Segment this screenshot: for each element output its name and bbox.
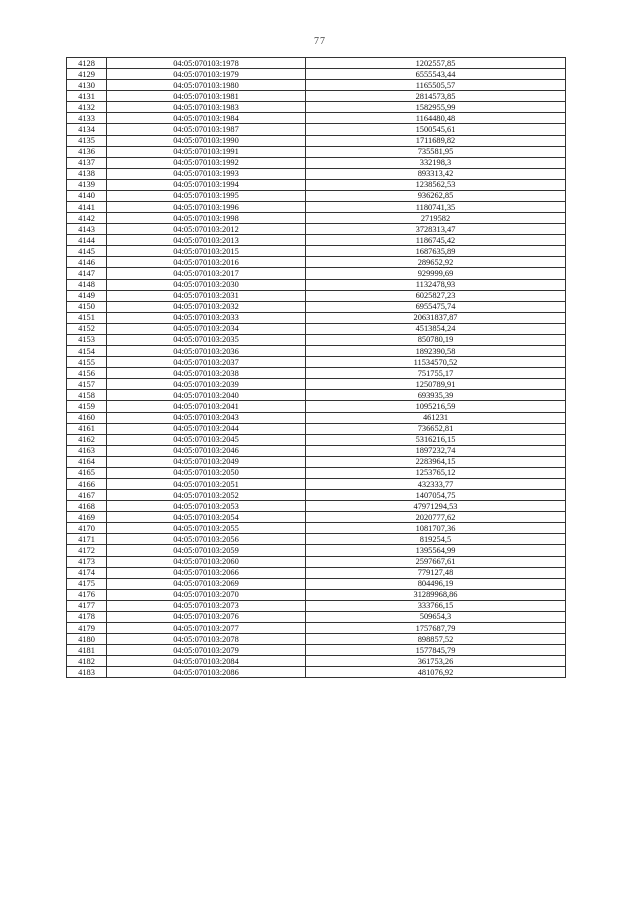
cadastral-number-cell: 04:05:070103:1983 (107, 102, 306, 113)
cadastral-value-cell: 1757687,79 (306, 622, 566, 633)
row-number-cell: 4153 (67, 334, 107, 345)
row-number-cell: 4177 (67, 600, 107, 611)
cadastral-value-cell: 11534570,52 (306, 357, 566, 368)
table-row (67, 368, 566, 379)
cadastral-value-cell: 804496,19 (306, 578, 566, 589)
cadastral-value-cell: 31289968,86 (306, 589, 566, 600)
row-number-cell: 4148 (67, 279, 107, 290)
cadastral-number-cell: 04:05:070103:2013 (107, 235, 306, 246)
table-row (67, 58, 566, 69)
cadastral-value-cell: 6555543,44 (306, 69, 566, 80)
row-number-cell: 4158 (67, 390, 107, 401)
table-row (67, 445, 566, 456)
table-row (67, 578, 566, 589)
table-row (67, 190, 566, 201)
row-number-cell: 4163 (67, 445, 107, 456)
row-number-cell: 4161 (67, 423, 107, 434)
cadastral-number-cell: 04:05:070103:1991 (107, 146, 306, 157)
row-number-cell: 4176 (67, 589, 107, 600)
cadastral-value-cell: 779127,48 (306, 567, 566, 578)
cadastral-value-cell: 1202557,85 (306, 58, 566, 69)
table-row (67, 213, 566, 224)
cadastral-value-cell: 1577845,79 (306, 645, 566, 656)
cadastral-value-table (66, 57, 566, 678)
cadastral-number-cell: 04:05:070103:1979 (107, 69, 306, 80)
cadastral-number-cell: 04:05:070103:2015 (107, 246, 306, 257)
cadastral-number-cell: 04:05:070103:2059 (107, 545, 306, 556)
table-row (67, 235, 566, 246)
cadastral-value-cell: 1081707,36 (306, 523, 566, 534)
row-number-cell: 4179 (67, 622, 107, 633)
row-number-cell: 4154 (67, 346, 107, 357)
cadastral-number-cell: 04:05:070103:1980 (107, 80, 306, 91)
row-number-cell: 4157 (67, 379, 107, 390)
cadastral-value-cell: 751755,17 (306, 368, 566, 379)
cadastral-value-cell: 1711689,82 (306, 135, 566, 146)
cadastral-number-cell: 04:05:070103:2012 (107, 224, 306, 235)
table-row (67, 478, 566, 489)
row-number-cell: 4175 (67, 578, 107, 589)
row-number-cell: 4159 (67, 401, 107, 412)
cadastral-value-cell: 893313,42 (306, 168, 566, 179)
cadastral-value-cell: 289652,92 (306, 257, 566, 268)
cadastral-number-cell: 04:05:070103:2041 (107, 401, 306, 412)
cadastral-number-cell: 04:05:070103:2038 (107, 368, 306, 379)
row-number-cell: 4170 (67, 523, 107, 534)
table-row (67, 534, 566, 545)
table-row (67, 202, 566, 213)
cadastral-value-cell: 1250789,91 (306, 379, 566, 390)
table-row (67, 301, 566, 312)
cadastral-number-cell: 04:05:070103:2077 (107, 622, 306, 633)
cadastral-number-cell: 04:05:070103:1992 (107, 157, 306, 168)
table-row (67, 246, 566, 257)
cadastral-value-cell: 2283964,15 (306, 456, 566, 467)
cadastral-value-cell: 2597667,61 (306, 556, 566, 567)
table-row (67, 379, 566, 390)
cadastral-value-cell: 2814573,85 (306, 91, 566, 102)
cadastral-value-cell: 898857,52 (306, 634, 566, 645)
cadastral-value-cell: 332198,3 (306, 157, 566, 168)
table-row (67, 512, 566, 523)
cadastral-value-cell: 432333,77 (306, 478, 566, 489)
table-row (67, 124, 566, 135)
table-row (67, 523, 566, 534)
cadastral-number-cell: 04:05:070103:2035 (107, 334, 306, 345)
cadastral-number-cell: 04:05:070103:2054 (107, 512, 306, 523)
row-number-cell: 4182 (67, 656, 107, 667)
row-number-cell: 4165 (67, 467, 107, 478)
cadastral-number-cell: 04:05:070103:2032 (107, 301, 306, 312)
cadastral-number-cell: 04:05:070103:2055 (107, 523, 306, 534)
cadastral-number-cell: 04:05:070103:2078 (107, 634, 306, 645)
cadastral-value-cell: 1095216,59 (306, 401, 566, 412)
cadastral-number-cell: 04:05:070103:2050 (107, 467, 306, 478)
row-number-cell: 4174 (67, 567, 107, 578)
cadastral-value-cell: 1407054,75 (306, 490, 566, 501)
cadastral-value-cell: 6955475,74 (306, 301, 566, 312)
cadastral-number-cell: 04:05:070103:2016 (107, 257, 306, 268)
cadastral-value-cell: 361753,26 (306, 656, 566, 667)
table-row (67, 290, 566, 301)
row-number-cell: 4128 (67, 58, 107, 69)
row-number-cell: 4145 (67, 246, 107, 257)
row-number-cell: 4173 (67, 556, 107, 567)
table-row (67, 279, 566, 290)
cadastral-number-cell: 04:05:070103:2049 (107, 456, 306, 467)
cadastral-value-cell: 47971294,53 (306, 501, 566, 512)
cadastral-number-cell: 04:05:070103:2076 (107, 611, 306, 622)
row-number-cell: 4129 (67, 69, 107, 80)
cadastral-number-cell: 04:05:070103:1994 (107, 179, 306, 190)
cadastral-number-cell: 04:05:070103:2066 (107, 567, 306, 578)
row-number-cell: 4146 (67, 257, 107, 268)
cadastral-value-cell: 1897232,74 (306, 445, 566, 456)
table-row (67, 157, 566, 168)
row-number-cell: 4150 (67, 301, 107, 312)
row-number-cell: 4144 (67, 235, 107, 246)
row-number-cell: 4149 (67, 290, 107, 301)
cadastral-number-cell: 04:05:070103:2051 (107, 478, 306, 489)
cadastral-value-cell: 693935,39 (306, 390, 566, 401)
row-number-cell: 4167 (67, 490, 107, 501)
cadastral-value-cell: 481076,92 (306, 667, 566, 678)
table-row (67, 423, 566, 434)
table-row (67, 346, 566, 357)
cadastral-number-cell: 04:05:070103:2039 (107, 379, 306, 390)
cadastral-number-cell: 04:05:070103:2017 (107, 268, 306, 279)
table-row (67, 501, 566, 512)
table-row (67, 312, 566, 323)
cadastral-value-cell: 509654,3 (306, 611, 566, 622)
table-row (67, 545, 566, 556)
cadastral-number-cell: 04:05:070103:1993 (107, 168, 306, 179)
table-row (67, 490, 566, 501)
cadastral-value-cell: 2719582 (306, 213, 566, 224)
cadastral-value-cell: 1164480,48 (306, 113, 566, 124)
table-row (67, 257, 566, 268)
row-number-cell: 4171 (67, 534, 107, 545)
cadastral-value-cell: 5316216,15 (306, 434, 566, 445)
cadastral-value-cell: 1165505,57 (306, 80, 566, 91)
row-number-cell: 4132 (67, 102, 107, 113)
row-number-cell: 4178 (67, 611, 107, 622)
row-number-cell: 4131 (67, 91, 107, 102)
cadastral-value-cell: 1582955,99 (306, 102, 566, 113)
table-row (67, 611, 566, 622)
page-number: 77 (314, 36, 326, 47)
row-number-cell: 4155 (67, 357, 107, 368)
cadastral-value-cell: 819254,5 (306, 534, 566, 545)
cadastral-number-cell: 04:05:070103:1984 (107, 113, 306, 124)
row-number-cell: 4152 (67, 323, 107, 334)
cadastral-number-cell: 04:05:070103:1995 (107, 190, 306, 201)
cadastral-number-cell: 04:05:070103:1996 (107, 202, 306, 213)
cadastral-number-cell: 04:05:070103:2086 (107, 667, 306, 678)
cadastral-number-cell: 04:05:070103:2037 (107, 357, 306, 368)
cadastral-value-cell: 6025827,23 (306, 290, 566, 301)
cadastral-number-cell: 04:05:070103:2056 (107, 534, 306, 545)
table-row (67, 69, 566, 80)
cadastral-number-cell: 04:05:070103:2030 (107, 279, 306, 290)
table-row (67, 556, 566, 567)
cadastral-number-cell: 04:05:070103:2031 (107, 290, 306, 301)
row-number-cell: 4141 (67, 202, 107, 213)
cadastral-number-cell: 04:05:070103:1978 (107, 58, 306, 69)
cadastral-number-cell: 04:05:070103:2060 (107, 556, 306, 567)
row-number-cell: 4151 (67, 312, 107, 323)
row-number-cell: 4162 (67, 434, 107, 445)
table-row (67, 645, 566, 656)
cadastral-number-cell: 04:05:070103:2034 (107, 323, 306, 334)
cadastral-value-cell: 1500545,61 (306, 124, 566, 135)
row-number-cell: 4137 (67, 157, 107, 168)
cadastral-number-cell: 04:05:070103:2045 (107, 434, 306, 445)
cadastral-value-cell: 3728313,47 (306, 224, 566, 235)
cadastral-value-cell: 1687635,89 (306, 246, 566, 257)
row-number-cell: 4135 (67, 135, 107, 146)
cadastral-number-cell: 04:05:070103:1981 (107, 91, 306, 102)
table-row (67, 656, 566, 667)
cadastral-value-cell: 735581,95 (306, 146, 566, 157)
row-number-cell: 4142 (67, 213, 107, 224)
table-row (67, 168, 566, 179)
row-number-cell: 4164 (67, 456, 107, 467)
row-number-cell: 4166 (67, 478, 107, 489)
cadastral-value-cell: 2020777,62 (306, 512, 566, 523)
row-number-cell: 4143 (67, 224, 107, 235)
table-row (67, 600, 566, 611)
table-row (67, 146, 566, 157)
cadastral-number-cell: 04:05:070103:2070 (107, 589, 306, 600)
row-number-cell: 4134 (67, 124, 107, 135)
table-row (67, 456, 566, 467)
table-row (67, 102, 566, 113)
table-row (67, 589, 566, 600)
cadastral-number-cell: 04:05:070103:1998 (107, 213, 306, 224)
cadastral-value-cell: 929999,69 (306, 268, 566, 279)
row-number-cell: 4160 (67, 412, 107, 423)
row-number-cell: 4147 (67, 268, 107, 279)
cadastral-number-cell: 04:05:070103:1990 (107, 135, 306, 146)
row-number-cell: 4180 (67, 634, 107, 645)
row-number-cell: 4138 (67, 168, 107, 179)
table-row (67, 412, 566, 423)
cadastral-number-cell: 04:05:070103:2040 (107, 390, 306, 401)
table-row (67, 268, 566, 279)
cadastral-value-cell: 1132478,93 (306, 279, 566, 290)
cadastral-number-cell: 04:05:070103:2036 (107, 346, 306, 357)
table-row (67, 80, 566, 91)
table-row (67, 91, 566, 102)
table-row (67, 357, 566, 368)
table-row (67, 323, 566, 334)
cadastral-value-cell: 4513854,24 (306, 323, 566, 334)
table-row (67, 434, 566, 445)
table-row (67, 224, 566, 235)
cadastral-number-cell: 04:05:070103:2046 (107, 445, 306, 456)
table-row (67, 634, 566, 645)
table-row (67, 135, 566, 146)
cadastral-value-cell: 736652,81 (306, 423, 566, 434)
cadastral-number-cell: 04:05:070103:2053 (107, 501, 306, 512)
table-row (67, 667, 566, 678)
cadastral-number-cell: 04:05:070103:2043 (107, 412, 306, 423)
cadastral-value-cell: 1238562,53 (306, 179, 566, 190)
cadastral-value-cell: 936262,85 (306, 190, 566, 201)
cadastral-value-cell: 1253765,12 (306, 467, 566, 478)
cadastral-number-cell: 04:05:070103:2069 (107, 578, 306, 589)
cadastral-number-cell: 04:05:070103:2044 (107, 423, 306, 434)
table-row (67, 179, 566, 190)
row-number-cell: 4172 (67, 545, 107, 556)
table-row (67, 401, 566, 412)
cadastral-number-cell: 04:05:070103:2084 (107, 656, 306, 667)
row-number-cell: 4133 (67, 113, 107, 124)
cadastral-value-cell: 20631837,87 (306, 312, 566, 323)
cadastral-value-cell: 1892390,58 (306, 346, 566, 357)
cadastral-number-cell: 04:05:070103:2033 (107, 312, 306, 323)
row-number-cell: 4139 (67, 179, 107, 190)
cadastral-value-cell: 333766,15 (306, 600, 566, 611)
row-number-cell: 4136 (67, 146, 107, 157)
row-number-cell: 4183 (67, 667, 107, 678)
cadastral-number-cell: 04:05:070103:1987 (107, 124, 306, 135)
table-body (67, 58, 566, 678)
cadastral-value-cell: 1180741,35 (306, 202, 566, 213)
row-number-cell: 4168 (67, 501, 107, 512)
table-row (67, 622, 566, 633)
cadastral-value-cell: 461231 (306, 412, 566, 423)
row-number-cell: 4156 (67, 368, 107, 379)
table-row (67, 467, 566, 478)
cadastral-number-cell: 04:05:070103:2079 (107, 645, 306, 656)
cadastral-value-cell: 1395564,99 (306, 545, 566, 556)
table-row (67, 390, 566, 401)
row-number-cell: 4181 (67, 645, 107, 656)
table-row (67, 113, 566, 124)
table-row (67, 334, 566, 345)
row-number-cell: 4130 (67, 80, 107, 91)
cadastral-number-cell: 04:05:070103:2073 (107, 600, 306, 611)
row-number-cell: 4169 (67, 512, 107, 523)
cadastral-value-cell: 850780,19 (306, 334, 566, 345)
cadastral-number-cell: 04:05:070103:2052 (107, 490, 306, 501)
row-number-cell: 4140 (67, 190, 107, 201)
cadastral-value-cell: 1186745,42 (306, 235, 566, 246)
table-row (67, 567, 566, 578)
